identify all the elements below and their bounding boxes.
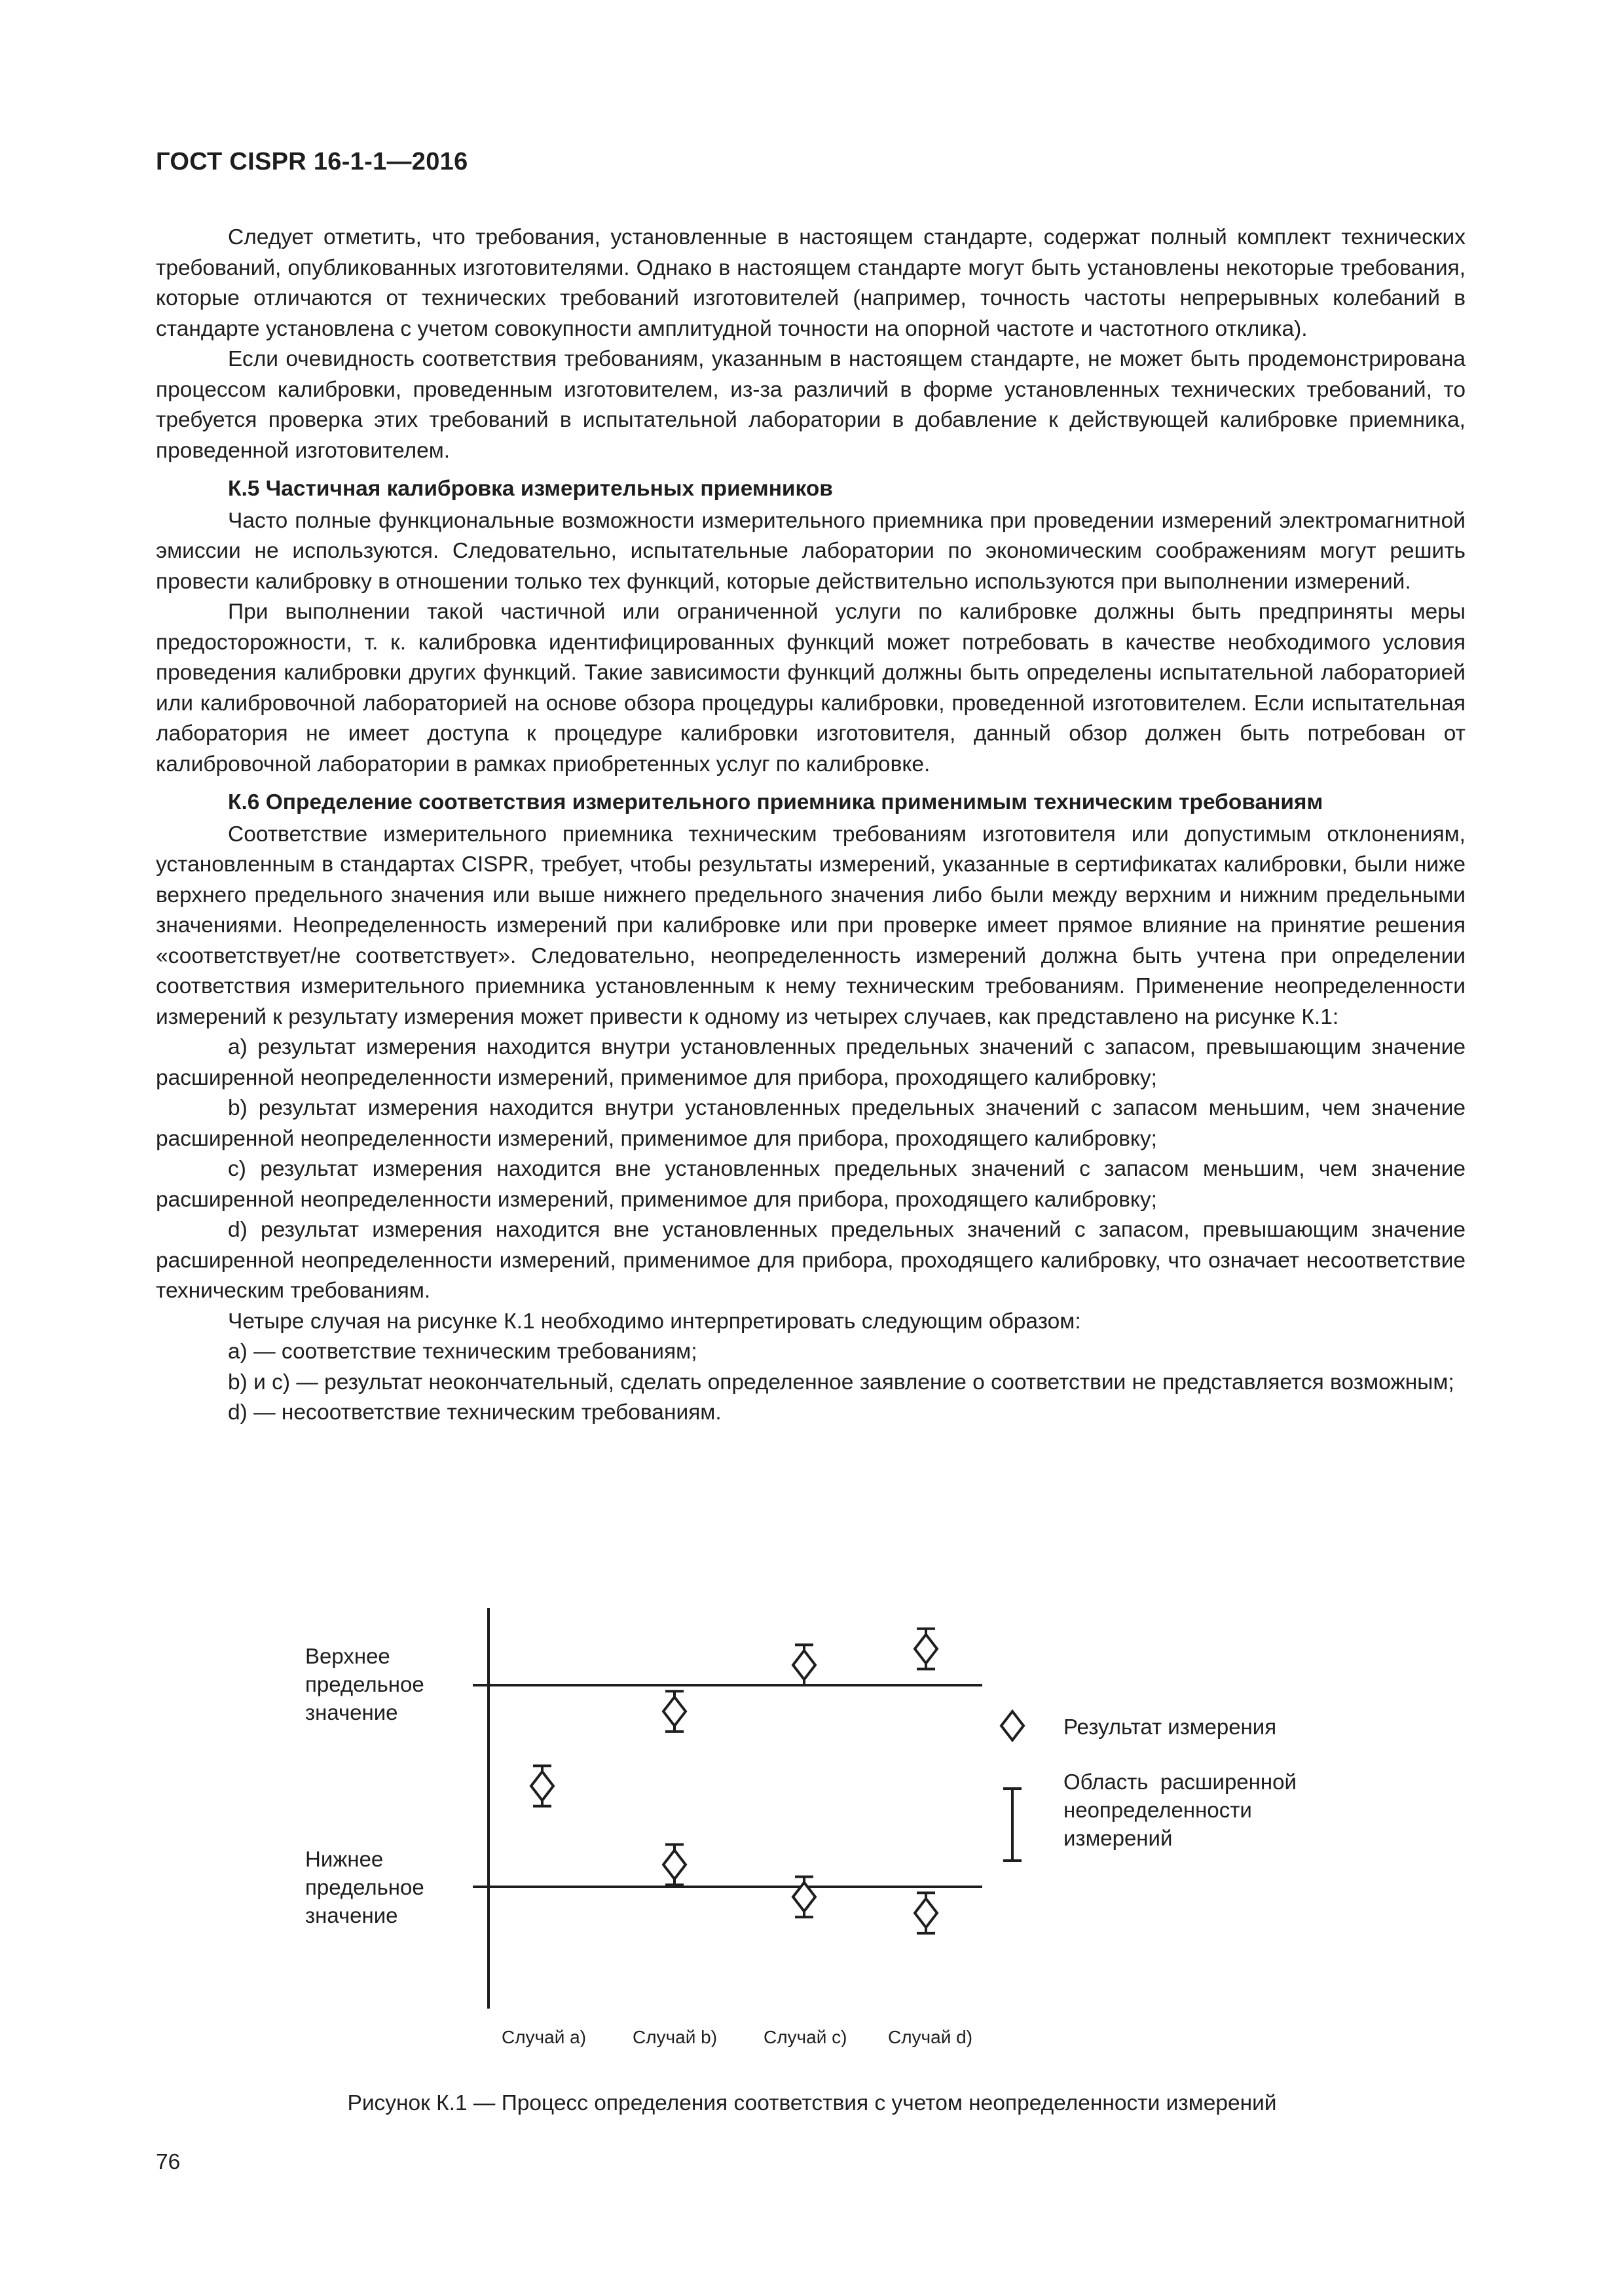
measurement-result-marker (915, 1899, 937, 1927)
measurement-result-marker (793, 1650, 815, 1679)
legend-result-marker (1001, 1711, 1024, 1740)
upper-limit-label-line: значение (305, 1700, 398, 1724)
upper-limit-label (305, 1642, 424, 1726)
case-label-c: Случай c) (764, 2027, 847, 2047)
legend-result-label: Результат измерения (1063, 1715, 1277, 1739)
interpretation-a: a) — соответствие техническим требованиям; (228, 1339, 697, 1364)
upper-limit-label-line: Верхнее (305, 1644, 390, 1668)
paragraph: Если очевидность соответствия требованиям, указанным в настоящем стандарте, не может быть продемонстрирована процессом калибровки, проведенным изготовителем, из-за различий в форме установленных технических требований, то требуется проверка этих требований в испытательной лаборатории в добавление к действующей калибровке приемника, проведенной изготовителем. (156, 347, 1466, 463)
interpretation-bc: b) и c) — результат неокончательный, сделать определенное заявление о соответствии не представляется возможным; (228, 1370, 1454, 1394)
upper-limit-label-line: предельное (305, 1672, 424, 1696)
paragraph: Четыре случая на рисунке К.1 необходимо интерпретировать следующим образом: (228, 1309, 1081, 1334)
case-label-d: Случай d) (888, 2027, 973, 2047)
measurement-result-marker (531, 1772, 553, 1800)
paragraph: Следует отметить, что требования, установленные в настоящем стандарте, содержат полный комплект технических требований, опубликованных изготовителями. Однако в настоящем стандарте могут быть установлены некоторые требования, которые отличаются от технических требований изготовителей (например, точность частоты непрерывных колебаний в стандарте установлена с учетом совокупности амплитудной точности на опорной частоте и частотного отклика). (156, 225, 1466, 341)
measurement-result-marker (915, 1635, 937, 1664)
paragraph: Соответствие измерительного приемника техническим требованиям изготовителя или допустимым отклонениям, установленным в стандартах CISPR, требует, чтобы результаты измерений, указанные в сертификатах калибровки, были ниже верхнего предельного значения или выше нижнего предельного значения либо были между верхним и нижним предельными значениями. Неопределенность измерений при калибровке или при проверке имеет прямое влияние на принятие решения «соответствует/не соответствует». Следовательно, неопределенность измерений должна быть учтена при определении соответствия измерительного приемника установленным к нему техническим требованиям. Применение неопределенности измерений к результату измерения может привести к одному из четырех случаев, как представлено на рисунке К.1: (156, 822, 1466, 1029)
lower-limit-label-line: значение (305, 1903, 398, 1927)
figure-k1 (0, 1591, 1624, 2088)
legend-uncertainty-line: измерений (1063, 1826, 1173, 1850)
page-number: 76 (156, 2150, 181, 2174)
legend-uncertainty-line: неопределенности (1063, 1798, 1252, 1822)
lower-limit-label-line: Нижнее (305, 1847, 384, 1871)
figure-caption: Рисунок К.1 — Процесс определения соответствия с учетом неопределенности измерений (347, 2091, 1277, 2115)
list-item-c: c) результат измерения находится вне установленных предельных значений с запасом меньшим, чем значение расширенной неопределенности измерений, применимое для прибора, проходящего калибровку; (156, 1157, 1466, 1212)
interpretation-d: d) — несоответствие техническим требованиям. (228, 1400, 722, 1425)
paragraph: Часто полные функциональные возможности измерительного приемника при проведении измерений электромагнитной эмиссии не используются. Следовательно, испытательные лаборатории по экономическим соображениям могут решить провести калибровку в отношении только тех функций, которые действительно используются при выполнении измерений. (156, 508, 1466, 594)
legend-uncertainty-line: Область расширенной (1063, 1770, 1297, 1794)
section-heading-k6: К.6 Определение соответствия измерительного приемника применимым техническим требованиям (228, 790, 1323, 814)
case-label-a: Случай a) (502, 2027, 587, 2047)
section-heading-k5: К.5 Частичная калибровка измерительных приемников (228, 477, 833, 501)
case-label-b: Случай b) (633, 2027, 718, 2047)
legend-uncertainty-label (1063, 1768, 1297, 1852)
measurement-result-marker (663, 1697, 686, 1726)
document-header: ГОСТ CISPR 16-1-1—2016 (156, 148, 468, 175)
document-body (156, 223, 1466, 1429)
measurement-result-marker (663, 1850, 686, 1879)
list-item-d: d) результат измерения находится вне установленных предельных значений с запасом, превышающим значение расширенной неопределенности измерений, применимое для прибора, проходящего калибровку, что означает несоответствие техническим требованиям. (156, 1218, 1466, 1303)
list-item-b: b) результат измерения находится внутри установленных предельных значений с запасом меньшим, чем значение расширенной неопределенности измерений, применимое для прибора, проходящего калибровку; (156, 1096, 1466, 1151)
paragraph: При выполнении такой частичной или ограниченной услуги по калибровке должны быть предприняты меры предосторожности, т. к. калибровка идентифицированных функций может потребовать в качестве необходимого условия проведения калибровки других функций. Такие зависимости функций должны быть определены испытательной лабораторией или калибровочной лабораторией на основе обзора процедуры калибровки, проведенной изготовителем. Если испытательная лаборатория не имеет доступа к процедуре калибровки изготовителя, данный обзор должен быть потребован от калибровочной лаборатории в рамках приобретенных услуг по калибровке. (156, 600, 1466, 776)
lower-limit-label (305, 1845, 424, 1929)
figure-diagram (0, 1591, 1624, 2088)
lower-limit-label-line: предельное (305, 1875, 424, 1899)
list-item-a: a) результат измерения находится внутри установленных предельных значений с запасом, превышающим значение расширенной неопределенности измерений, применимое для прибора, проходящего калибровку; (156, 1035, 1466, 1090)
